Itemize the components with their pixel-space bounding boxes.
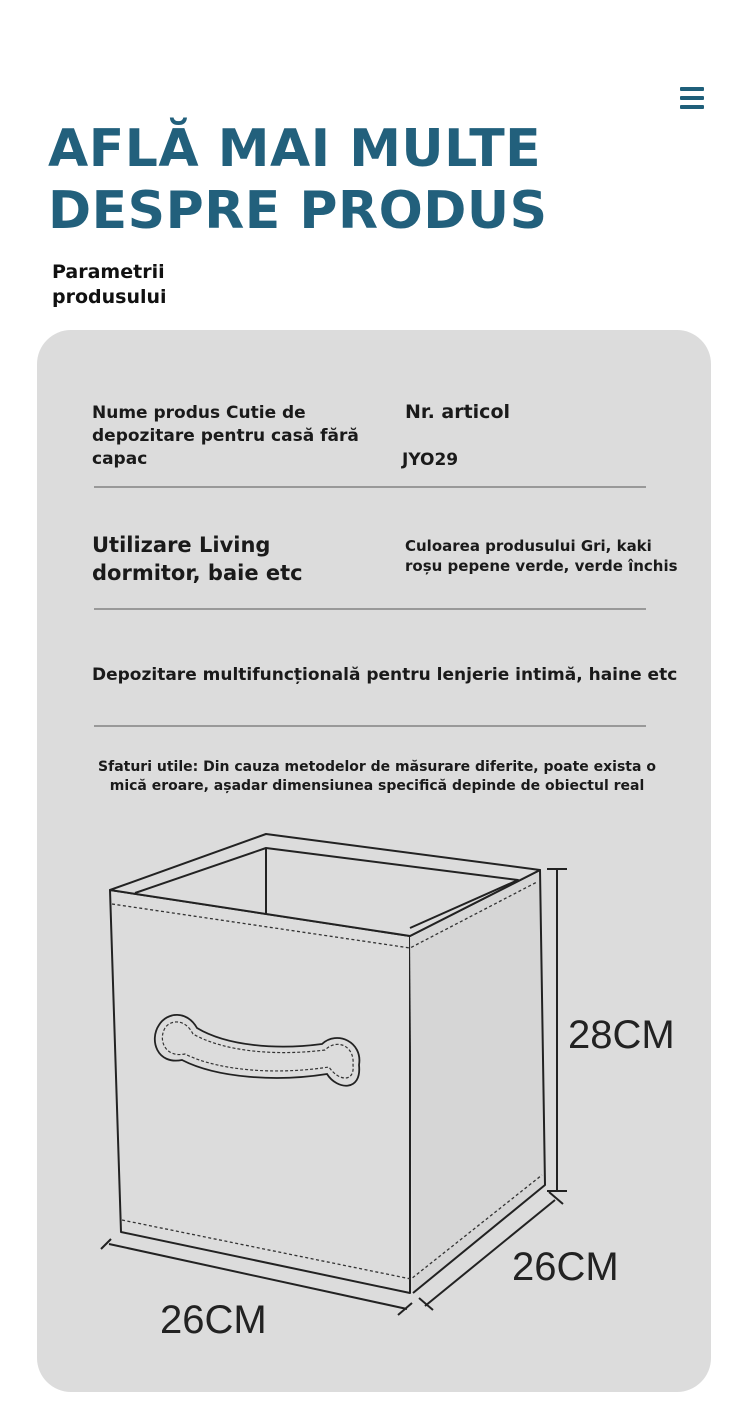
storage-box-dimension-drawing <box>37 330 711 1392</box>
tip-line: mică eroare, așadar dimensiunea specifică depinde de obiectul real <box>109 778 645 794</box>
menu-icon-bar <box>680 105 704 109</box>
section-subtitle-line: Parametrii <box>52 261 165 283</box>
color-line: Culoarea produsului Gri, kaki <box>405 537 652 555</box>
function-spec: Depozitare multifuncțională pentru lenjerie intimă, haine etc <box>92 665 678 685</box>
menu-icon-bar <box>680 96 704 100</box>
product-name-line: capac <box>92 449 148 469</box>
page-title-line: AFLĂ MAI MULTE <box>48 119 542 179</box>
usage-line: Utilizare Living <box>92 533 271 557</box>
menu-icon-bar <box>680 87 704 91</box>
width-dimension-label: 26CM <box>160 1298 267 1342</box>
hamburger-menu-icon[interactable] <box>680 87 704 109</box>
article-number-value: JYO29 <box>402 450 459 470</box>
product-name-line: depozitare pentru casă fără <box>92 426 359 446</box>
height-dimension-label: 28CM <box>568 1013 675 1057</box>
section-subtitle-line: produsului <box>52 286 167 308</box>
page-title-line: DESPRE PRODUS <box>48 181 548 241</box>
page-title <box>48 118 608 242</box>
product-parameters-panel <box>37 330 711 1392</box>
usage-line: dormitor, baie etc <box>92 561 303 585</box>
tip-line: Sfaturi utile: Din cauza metodelor de măsurare diferite, poate exista o <box>98 759 656 775</box>
color-line: roșu pepene verde, verde închis <box>405 557 678 575</box>
article-number-label: Nr. articol <box>405 401 511 423</box>
depth-dimension-label: 26CM <box>512 1245 619 1289</box>
product-name-line: Nume produs Cutie de <box>92 403 306 423</box>
section-subtitle <box>52 260 252 310</box>
